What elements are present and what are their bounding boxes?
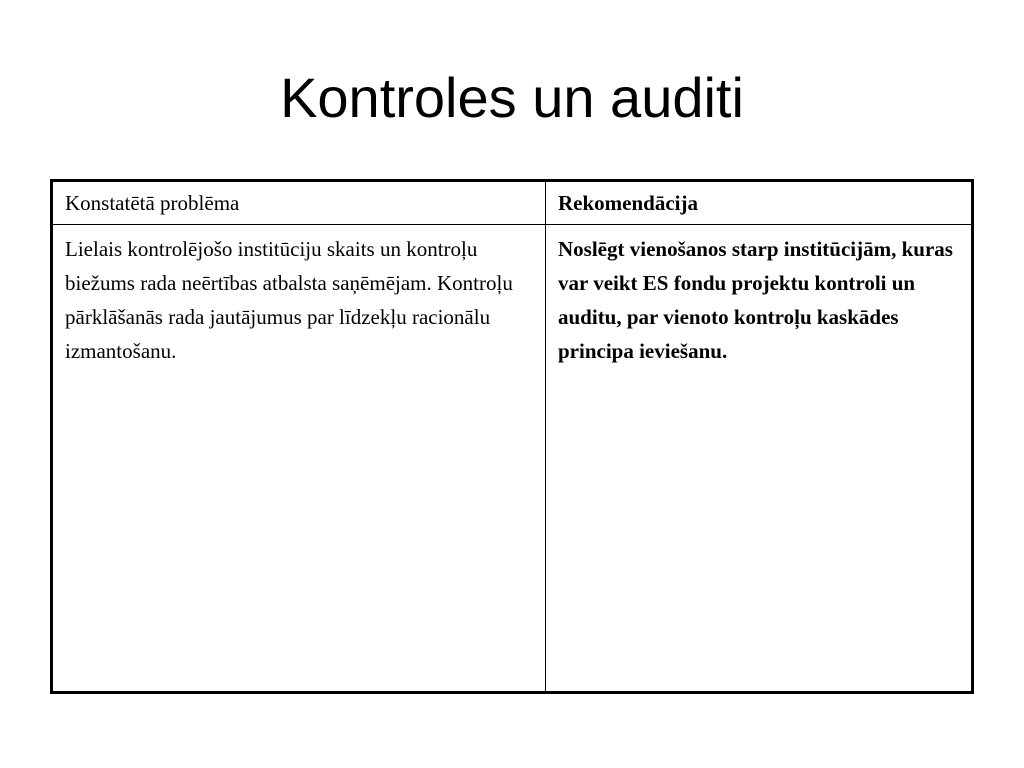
slide-title: Kontroles un auditi (280, 66, 744, 129)
table-row (52, 225, 973, 693)
header-cell-problem: Konstatētā problēma (52, 181, 546, 225)
issues-table (50, 179, 974, 694)
table-header-row (52, 181, 973, 225)
header-cell-recommendation: Rekomendācija (546, 181, 973, 225)
problem-cell: Lielais kontrolējošo institūciju skaits un kontroļu biežums rada neērtības atbalsta saņēmējam. Kontroļu pārklāšanās rada jautājumus par līdzekļu racionālu izmantošanu. (52, 225, 546, 693)
recommendation-cell: Noslēgt vienošanos starp institūcijām, kuras var veikt ES fondu projektu kontroli un auditu, par vienoto kontroļu kaskādes principa ieviešanu. (546, 225, 973, 693)
